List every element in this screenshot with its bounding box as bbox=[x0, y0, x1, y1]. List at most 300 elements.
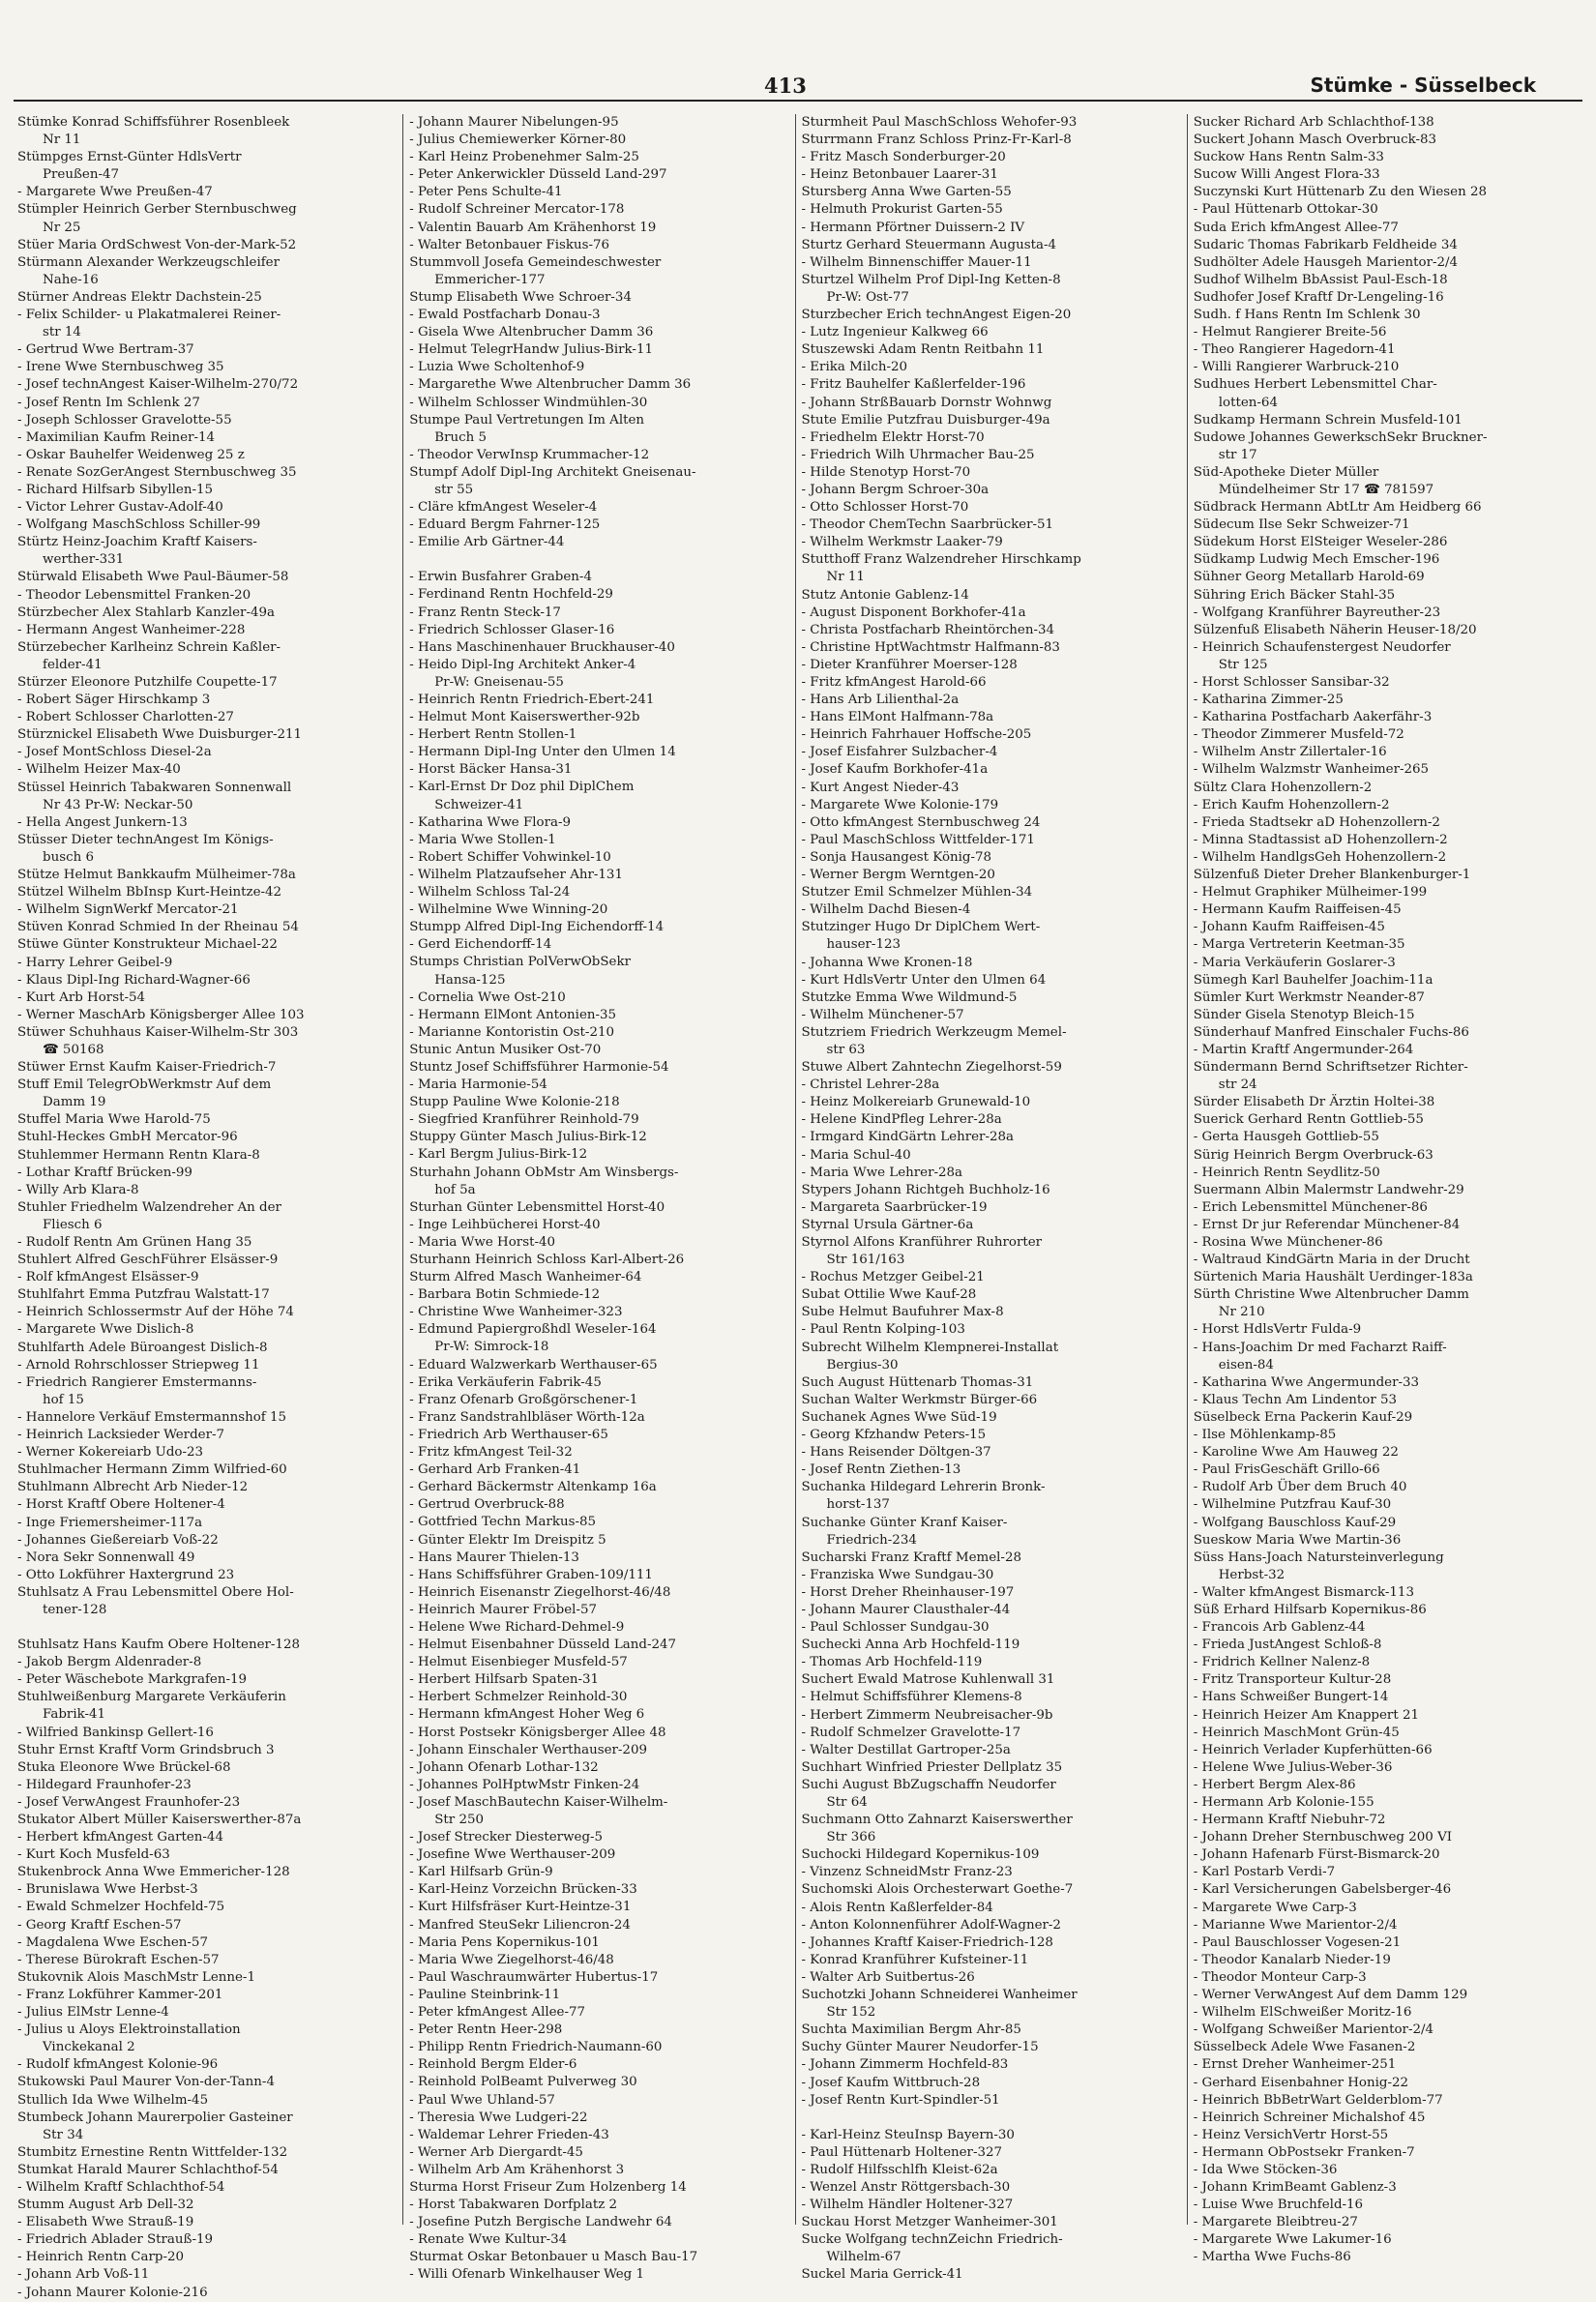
directory-entry: Pr-W: Simrock-18 bbox=[434, 1340, 549, 1355]
directory-entry: - Peter Ankerwickler Düsseld Land-297 bbox=[409, 167, 667, 183]
directory-entry: Stümpler Heinrich Gerber Sternbuschweg bbox=[17, 202, 297, 218]
directory-entry: - Theodor Monteur Carp-3 bbox=[1193, 1969, 1367, 1985]
directory-entry: - Horst Bäcker Hansa-31 bbox=[409, 762, 573, 778]
directory-entry: Sünderhauf Manfred Einschaler Fuchs-86 bbox=[1193, 1024, 1469, 1040]
directory-entry: Nahe-16 bbox=[43, 272, 99, 287]
directory-entry: - Kurt Angest Nieder-43 bbox=[801, 780, 960, 795]
directory-entry: Stürwald Elisabeth Wwe Paul-Bäumer-58 bbox=[17, 570, 289, 585]
directory-entry: Schweizer-41 bbox=[434, 797, 524, 812]
directory-entry: - Rudolf Schreiner Mercator-178 bbox=[409, 202, 625, 218]
directory-entry: Stüsser Dieter technAngest Im Königs- bbox=[17, 832, 274, 847]
directory-entry: Friedrich-234 bbox=[826, 1532, 917, 1548]
directory-entry: - Marga Vertreterin Keetman-35 bbox=[1193, 937, 1405, 953]
directory-entry: Herbst-32 bbox=[1218, 1567, 1286, 1582]
directory-entry: - Theresia Wwe Ludgeri-22 bbox=[409, 2110, 588, 2125]
directory-entry: str 63 bbox=[826, 1042, 866, 1057]
directory-entry: Sturtzel Wilhelm Prof Dipl-Ing Ketten-8 bbox=[801, 272, 1061, 287]
directory-entry: Sühring Erich Bäcker Stahl-35 bbox=[1193, 587, 1396, 603]
directory-entry: - Rudolf Schmelzer Gravelotte-17 bbox=[801, 1725, 1021, 1740]
directory-entry: Nr 25 bbox=[43, 220, 81, 235]
directory-entry: - Hans Reisender Döltgen-37 bbox=[801, 1445, 991, 1461]
directory-entry: - Heinrich BbBetrWart Gelderblom-77 bbox=[1193, 2092, 1443, 2108]
directory-entry: Suchotzki Johann Schneiderei Wanheimer bbox=[801, 1988, 1078, 2003]
directory-entry: - Hermann Pförtner Duissern-2 IV bbox=[801, 220, 1025, 235]
directory-entry: - Margarethe Wwe Altenbrucher Damm 36 bbox=[409, 377, 692, 393]
directory-entry: - Peter Rentn Heer-298 bbox=[409, 2022, 563, 2038]
directory-entry: - Karl-Ernst Dr Doz phil DiplChem bbox=[409, 780, 635, 795]
directory-entry: Sürig Heinrich Bergm Overbruck-63 bbox=[1193, 1147, 1433, 1163]
directory-entry: - Oskar Bauhelfer Weidenweg 25 z bbox=[17, 447, 245, 462]
directory-entry: - Josef Rentn Kurt-Spindler-51 bbox=[801, 2092, 1000, 2108]
directory-entry: - Josefine Wwe Werthauser-209 bbox=[409, 1847, 616, 1863]
directory-entry: - Johann StrßBauarb Dornstr Wohnwg bbox=[801, 395, 1052, 410]
directory-columns bbox=[15, 114, 1579, 2300]
directory-entry: Stuhlfarth Adele Büroangest Dislich-8 bbox=[17, 1340, 268, 1355]
directory-entry: - Katharina Postfacharb Aakerfähr-3 bbox=[1193, 710, 1433, 725]
directory-entry: Stuka Eleonore Wwe Brückel-68 bbox=[17, 1759, 231, 1775]
directory-entry: - Helmut Schiffsführer Klemens-8 bbox=[801, 1690, 1022, 1705]
directory-entry: Str 161/163 bbox=[826, 1253, 905, 1268]
directory-entry: Sülzenfuß Dieter Dreher Blankenburger-1 bbox=[1193, 868, 1471, 883]
directory-entry: - Cläre kfmAngest Weseler-4 bbox=[409, 500, 598, 516]
directory-entry: - Rochus Metzger Geibel-21 bbox=[801, 1270, 985, 1285]
directory-entry: - Paul Waschraumwärter Hubertus-17 bbox=[409, 1969, 659, 1985]
directory-entry: Sudkamp Hermann Schrein Musfeld-101 bbox=[1193, 412, 1463, 428]
directory-entry: hof 5a bbox=[434, 1182, 476, 1197]
directory-entry: Stutzriem Friedrich Werkzeugm Memel- bbox=[801, 1024, 1067, 1040]
directory-entry: - Walter Destillat Gartroper-25a bbox=[801, 1742, 1011, 1757]
directory-entry: - Werner Kokereiarb Udo-23 bbox=[17, 1445, 204, 1461]
directory-entry: Sturmheit Paul MaschSchloss Wehofer-93 bbox=[801, 115, 1078, 130]
directory-entry: - Heinrich Verlader Kupferhütten-66 bbox=[1193, 1742, 1433, 1757]
directory-entry: Stürner Andreas Elektr Dachstein-25 bbox=[17, 289, 262, 305]
directory-entry: - Karl Versicherungen Gabelsberger-46 bbox=[1193, 1882, 1452, 1898]
directory-entry: - Heinrich Rentn Friedrich-Ebert-241 bbox=[409, 693, 655, 707]
directory-entry: - Friedrich Schlosser Glaser-16 bbox=[409, 622, 615, 637]
directory-entry: Stuhlsatz Hans Kaufm Obere Holtener-128 bbox=[17, 1638, 300, 1653]
directory-entry: - Inge Leihbücherei Horst-40 bbox=[409, 1217, 601, 1232]
directory-entry: - Kurt Koch Musfeld-63 bbox=[17, 1847, 170, 1863]
directory-entry: - Hermann Angest Wanheimer-228 bbox=[17, 622, 246, 637]
directory-entry: - Heido Dipl-Ing Architekt Anker-4 bbox=[409, 657, 636, 672]
directory-entry: - Gertrud Wwe Bertram-37 bbox=[17, 342, 194, 358]
directory-entry: Nr 11 bbox=[43, 133, 81, 148]
directory-entry: Suchanke Günter Kranf Kaiser- bbox=[801, 1515, 1008, 1530]
directory-entry: - Heinrich Schreiner Michalshof 45 bbox=[1193, 2110, 1426, 2125]
directory-entry: - Johannes Gießereiarb Voß-22 bbox=[17, 1532, 219, 1548]
directory-entry: - Lutz Ingenieur Kalkweg 66 bbox=[801, 325, 989, 340]
directory-entry: - Hermann Dipl-Ing Unter den Ulmen 14 bbox=[409, 745, 676, 760]
directory-entry: Sturmat Oskar Betonbauer u Masch Bau-17 bbox=[409, 2250, 698, 2265]
directory-entry: Suda Erich kfmAngest Allee-77 bbox=[1193, 220, 1399, 235]
directory-entry: Stuhlert Alfred GeschFührer Elsässer-9 bbox=[17, 1253, 279, 1268]
directory-entry: - Fritz kfmAngest Teil-32 bbox=[409, 1445, 573, 1461]
directory-entry: - Ilse Möhlenkamp-85 bbox=[1193, 1428, 1337, 1443]
directory-entry: - Hermann Arb Kolonie-155 bbox=[1193, 1795, 1374, 1810]
directory-entry: - Walter kfmAngest Bismarck-113 bbox=[1193, 1584, 1414, 1600]
directory-entry: Sturhan Günter Lebensmittel Horst-40 bbox=[409, 1199, 665, 1215]
directory-entry: - Margareta Saarbrücker-19 bbox=[801, 1199, 988, 1215]
directory-entry: ☎ 50168 bbox=[43, 1042, 104, 1057]
directory-entry: - Maria Pens Kopernikus-101 bbox=[409, 1934, 600, 1950]
directory-entry: - Heinrich Rentn Carp-20 bbox=[17, 2250, 185, 2265]
directory-entry: Nr 210 bbox=[1218, 1305, 1265, 1320]
directory-entry: Süß Erhard Hilfsarb Kopernikus-86 bbox=[1193, 1602, 1427, 1617]
page-number: 413 bbox=[764, 74, 807, 98]
directory-entry: - Hans ElMont Halfmann-78a bbox=[801, 710, 994, 725]
directory-entry: - Marianne Wwe Marientor-2/4 bbox=[1193, 1917, 1398, 1933]
directory-entry: Sueskow Maria Wwe Martin-36 bbox=[1193, 1532, 1402, 1548]
directory-entry: - Friedhelm Elektr Horst-70 bbox=[801, 429, 985, 445]
directory-entry: - Friedrich Ablader Strauß-19 bbox=[17, 2232, 214, 2248]
directory-entry: - Franz Lokführer Kammer-201 bbox=[17, 1987, 223, 2002]
directory-entry: Stüer Maria OrdSchwest Von-der-Mark-52 bbox=[17, 237, 297, 252]
directory-entry: Stuszewski Adam Rentn Reitbahn 11 bbox=[801, 342, 1045, 358]
directory-entry: - Karl Postarb Verdi-7 bbox=[1193, 1865, 1336, 1880]
directory-entry: - Heinrich Maurer Fröbel-57 bbox=[409, 1602, 598, 1617]
directory-entry: werther-331 bbox=[43, 552, 125, 568]
directory-entry: - Hans Schweißer Bungert-14 bbox=[1193, 1690, 1389, 1705]
directory-entry: - Gisela Wwe Altenbrucher Damm 36 bbox=[409, 325, 654, 340]
directory-entry: - Josef Rentn Im Schlenk 27 bbox=[17, 395, 200, 410]
directory-entry: Stuff Emil TelegrObWerkmstr Auf dem bbox=[17, 1077, 272, 1093]
directory-entry: - Heinrich Fahrhauer Hoffsche-205 bbox=[801, 727, 1032, 743]
directory-entry: - Margarete Bleibtreu-27 bbox=[1193, 2215, 1358, 2230]
directory-entry: - Helene KindPfleg Lehrer-28a bbox=[801, 1112, 1002, 1128]
directory-entry: - Josef Rentn Ziethen-13 bbox=[801, 1462, 961, 1478]
directory-entry: Sürder Elisabeth Dr Ärztin Holtei-38 bbox=[1193, 1095, 1435, 1110]
directory-entry: - Josef Strecker Diesterweg-5 bbox=[409, 1830, 604, 1845]
directory-entry: - Ferdinand Rentn Hochfeld-29 bbox=[409, 587, 613, 603]
directory-entry: hauser-123 bbox=[826, 937, 901, 953]
directory-entry: Stuhlsatz A Frau Lebensmittel Obere Hol- bbox=[17, 1584, 294, 1600]
directory-entry: Sucke Wolfgang technZeichn Friedrich- bbox=[801, 2232, 1063, 2248]
directory-entry: Stuppy Günter Masch Julius-Birk-12 bbox=[409, 1130, 647, 1145]
directory-entry: Sürth Christine Wwe Altenbrucher Damm bbox=[1193, 1287, 1469, 1303]
directory-entry: Stukovnik Alois MaschMstr Lenne-1 bbox=[17, 1969, 255, 1985]
directory-entry: Süss Hans-Joach Natursteinverlegung bbox=[1193, 1549, 1444, 1565]
running-head: Stümke - Süsselbeck bbox=[1310, 74, 1536, 97]
directory-entry: - Maria Wwe Ziegelhorst-46/48 bbox=[409, 1952, 614, 1967]
directory-entry: - Paul Bauschlosser Vogesen-21 bbox=[1193, 1934, 1402, 1950]
directory-entry: - Rosina Wwe Münchener-86 bbox=[1193, 1235, 1383, 1250]
directory-entry: - Walter Betonbauer Fiskus-76 bbox=[409, 237, 610, 252]
directory-entry: - Wenzel Anstr Röttgersbach-30 bbox=[801, 2179, 1011, 2195]
directory-entry: - Edmund Papiergroßhdl Weseler-164 bbox=[409, 1322, 657, 1338]
directory-entry: Stutthoff Franz Walzendreher Hirschkamp bbox=[801, 552, 1081, 568]
directory-entry: - Dieter Kranführer Moerser-128 bbox=[801, 657, 1018, 672]
directory-entry: - Anton Kolonnenführer Adolf-Wagner-2 bbox=[801, 1917, 1061, 1933]
directory-entry: - Horst Schlosser Sansibar-32 bbox=[1193, 675, 1390, 690]
directory-entry: Emmericher-177 bbox=[434, 272, 546, 287]
directory-entry: - Karl Heinz Probenehmer Salm-25 bbox=[409, 150, 639, 165]
directory-entry: Suchocki Hildegard Kopernikus-109 bbox=[801, 1847, 1040, 1863]
directory-entry: - Nora Sekr Sonnenwall 49 bbox=[17, 1549, 195, 1565]
directory-entry: Stüven Konrad Schmied In der Rheinau 54 bbox=[17, 920, 299, 935]
directory-entry: - Karl Bergm Julius-Birk-12 bbox=[409, 1147, 588, 1163]
directory-entry: - Waltraud KindGärtn Maria in der Drucht bbox=[1193, 1253, 1470, 1268]
directory-entry: Stütze Helmut Bankkaufm Mülheimer-78a bbox=[17, 868, 296, 883]
directory-entry: - Gerhard Eisenbahner Honig-22 bbox=[1193, 2075, 1409, 2090]
directory-entry: - Theodor Zimmerer Musfeld-72 bbox=[1193, 727, 1404, 743]
directory-entry: Südecum Ilse Sekr Schweizer-71 bbox=[1193, 517, 1410, 533]
directory-entry: - Klaus Dipl-Ing Richard-Wagner-66 bbox=[17, 972, 251, 988]
directory-entry: - Elisabeth Wwe Strauß-19 bbox=[17, 2215, 194, 2230]
directory-entry: Stumpp Alfred Dipl-Ing Eichendorff-14 bbox=[409, 920, 665, 935]
directory-entry: Stuhl-Heckes GmbH Mercator-96 bbox=[17, 1130, 238, 1145]
directory-entry: - Heinrich Heizer Am Knappert 21 bbox=[1193, 1707, 1420, 1723]
directory-entry: - Pauline Steinbrink-11 bbox=[409, 1987, 561, 2002]
directory-entry: - Fridrich Kellner Nalenz-8 bbox=[1193, 1655, 1371, 1670]
directory-entry: - Wilhelm Händler Holtener-327 bbox=[801, 2198, 1014, 2213]
directory-entry: Suchecki Anna Arb Hochfeld-119 bbox=[801, 1638, 1020, 1653]
directory-entry: - Franziska Wwe Sundgau-30 bbox=[801, 1567, 994, 1582]
directory-entry: - Theodor ChemTechn Saarbrücker-51 bbox=[801, 517, 1054, 533]
directory-entry: - Alois Rentn Kaßlerfelder-84 bbox=[801, 1900, 993, 1915]
directory-entry: - Herbert Rentn Stollen-1 bbox=[409, 727, 577, 743]
directory-entry: Styrnal Ursula Gärtner-6a bbox=[801, 1217, 974, 1232]
directory-entry: - Harry Lehrer Geibel-9 bbox=[17, 955, 173, 970]
directory-entry: - Heinz Molkereiarb Grunewald-10 bbox=[801, 1095, 1031, 1110]
directory-entry bbox=[409, 551, 786, 569]
directory-entry: - Wilhelm Schloss Tal-24 bbox=[409, 885, 571, 900]
directory-entry: Nr 11 bbox=[826, 570, 865, 585]
directory-entry: - Eduard Bergm Fahrner-125 bbox=[409, 517, 601, 533]
directory-entry: - Wilhelm Schlosser Windmühlen-30 bbox=[409, 395, 648, 410]
directory-entry: - Wilfried Bankinsp Gellert-16 bbox=[17, 1725, 214, 1740]
directory-entry: Stümpges Ernst-Günter HdlsVertr bbox=[17, 150, 242, 165]
directory-entry: - Kurt Hilfsfräser Kurt-Heintze-31 bbox=[409, 1900, 632, 1915]
directory-entry: - Erika Verkäuferin Fabrik-45 bbox=[409, 1374, 602, 1390]
directory-entry: - Erich Lebensmittel Münchener-86 bbox=[1193, 1199, 1428, 1215]
directory-entry: - Eduard Walzwerkarb Werthauser-65 bbox=[409, 1357, 658, 1372]
directory-entry: - Horst HdlsVertr Fulda-9 bbox=[1193, 1322, 1362, 1338]
directory-entry: Suchert Ewald Matrose Kuhlenwall 31 bbox=[801, 1672, 1055, 1688]
directory-entry: - Frieda Stadtsekr aD Hohenzollern-2 bbox=[1193, 814, 1440, 830]
page-header bbox=[0, 70, 1596, 108]
directory-entry: - Günter Elektr Im Dreispitz 5 bbox=[409, 1532, 606, 1548]
directory-entry: - Heinrich Lacksieder Werder-7 bbox=[17, 1428, 225, 1443]
directory-entry: - Helmut TelegrHandw Julius-Birk-11 bbox=[409, 342, 653, 358]
directory-entry: Suchanek Agnes Wwe Süd-19 bbox=[801, 1409, 997, 1425]
directory-entry: - Heinrich Eisenanstr Ziegelhorst-46/48 bbox=[409, 1584, 671, 1600]
directory-entry: Stute Emilie Putzfrau Duisburger-49a bbox=[801, 412, 1050, 428]
directory-entry: - Johann Maurer Kolonie-216 bbox=[17, 2285, 208, 2300]
directory-entry: - Marianne Kontoristin Ost-210 bbox=[409, 1024, 615, 1040]
directory-entry: - Theodor Lebensmittel Franken-20 bbox=[17, 587, 251, 603]
directory-entry: felder-41 bbox=[43, 657, 103, 672]
directory-entry: - Hannelore Verkäuf Emstermannshof 15 bbox=[17, 1409, 287, 1425]
directory-entry: eisen-84 bbox=[1218, 1357, 1274, 1372]
directory-entry: - Hermann ObPostsekr Franken-7 bbox=[1193, 2144, 1415, 2160]
directory-entry: Bergius-30 bbox=[826, 1357, 899, 1372]
directory-entry: - Minna Stadtassist aD Hohenzollern-2 bbox=[1193, 832, 1448, 847]
directory-entry: - Hermann kfmAngest Hoher Weg 6 bbox=[409, 1707, 645, 1723]
directory-entry: Sündermann Bernd Schriftsetzer Richter- bbox=[1193, 1060, 1468, 1076]
directory-entry: Stüwe Günter Konstrukteur Michael-22 bbox=[17, 937, 278, 953]
directory-entry: str 17 bbox=[1218, 447, 1257, 462]
directory-entry: - Johann Zimmerm Hochfeld-83 bbox=[801, 2057, 1009, 2073]
directory-entry: - Maria Wwe Horst-40 bbox=[409, 1234, 556, 1250]
directory-entry: - Heinrich Schaufenstergest Neudorfer bbox=[1193, 639, 1451, 655]
directory-entry: Stürzebecher Karlheinz Schrein Kaßler- bbox=[17, 639, 281, 655]
directory-entry: Stüwer Ernst Kaufm Kaiser-Friedrich-7 bbox=[17, 1060, 277, 1076]
directory-entry: - Kurt HdlsVertr Unter den Ulmen 64 bbox=[801, 972, 1047, 988]
directory-entry: Suckel Maria Gerrick-41 bbox=[801, 2267, 963, 2283]
directory-entry: Stukator Albert Müller Kaiserswerther-87a bbox=[17, 1813, 302, 1827]
directory-entry: Stullich Ida Wwe Wilhelm-45 bbox=[17, 2092, 209, 2108]
directory-entry: - Therese Bürokraft Eschen-57 bbox=[17, 1952, 220, 1967]
directory-entry: Stummvoll Josefa Gemeindeschwester bbox=[409, 254, 662, 270]
directory-entry: - Hella Angest Junkern-13 bbox=[17, 814, 188, 830]
directory-entry: Stuhlfahrt Emma Putzfrau Walstatt-17 bbox=[17, 1287, 270, 1303]
directory-entry: - Karl-Heinz Vorzeichn Brücken-33 bbox=[409, 1882, 637, 1898]
directory-entry: - Fritz kfmAngest Harold-66 bbox=[801, 675, 987, 690]
directory-entry: Sülzenfuß Elisabeth Näherin Heuser-18/20 bbox=[1193, 622, 1477, 637]
directory-entry: Stürznickel Elisabeth Wwe Duisburger-211 bbox=[17, 727, 303, 743]
directory-entry: - Hermann Kraftf Niebuhr-72 bbox=[1193, 1813, 1386, 1828]
directory-entry: - Wilhelm Heizer Max-40 bbox=[17, 762, 181, 778]
directory-entry: Nr 43 Pr-W: Neckar-50 bbox=[43, 797, 193, 812]
directory-entry: Stump Elisabeth Wwe Schroer-34 bbox=[409, 289, 632, 305]
directory-entry: - Helmut Eisenbieger Musfeld-57 bbox=[409, 1655, 628, 1670]
directory-entry: Sudh. f Hans Rentn Im Schlenk 30 bbox=[1193, 308, 1421, 323]
directory-entry: - Robert Säger Hirschkamp 3 bbox=[17, 693, 211, 708]
directory-entry: - Julius u Aloys Elektroinstallation bbox=[17, 2022, 241, 2038]
directory-entry: Sudhofer Josef Kraftf Dr-Lengeling-16 bbox=[1193, 289, 1444, 305]
directory-entry: - Maria Verkäuferin Goslarer-3 bbox=[1193, 955, 1396, 970]
directory-entry: - Paul MaschSchloss Wittfelder-171 bbox=[801, 832, 1035, 847]
directory-entry: - Maria Harmonie-54 bbox=[409, 1077, 547, 1093]
directory-entry: - Ernst Dr jur Referendar Münchener-84 bbox=[1193, 1217, 1461, 1232]
directory-entry: - Margarete Wwe Preußen-47 bbox=[17, 185, 213, 200]
directory-entry: - Wilhelm Dachd Biesen-4 bbox=[801, 902, 971, 918]
directory-entry: - Werner MaschArb Königsberger Allee 103 bbox=[17, 1007, 305, 1022]
directory-entry: Sucker Richard Arb Schlachthof-138 bbox=[1193, 115, 1434, 130]
directory-entry: - Wilhelm HandlgsGeh Hohenzollern-2 bbox=[1193, 849, 1447, 865]
directory-entry: - Martha Wwe Fuchs-86 bbox=[1193, 2250, 1351, 2265]
directory-entry: - Irene Wwe Sternbuschweg 35 bbox=[17, 360, 224, 375]
directory-entry: Stürtz Heinz-Joachim Kraftf Kaisers- bbox=[17, 535, 257, 550]
directory-entry: - Wolfgang Schweißer Marientor-2/4 bbox=[1193, 2022, 1434, 2038]
directory-entry: - Jakob Bergm Aldenrader-8 bbox=[17, 1655, 202, 1670]
directory-entry: - Helene Wwe Julius-Weber-36 bbox=[1193, 1759, 1393, 1775]
directory-entry: Süd-Apotheke Dieter Müller bbox=[1193, 464, 1379, 480]
directory-entry: Fliesch 6 bbox=[43, 1217, 103, 1232]
directory-entry: - Valentin Bauarb Am Krähenhorst 19 bbox=[409, 220, 657, 235]
directory-entry: - Franz Rentn Steck-17 bbox=[409, 605, 561, 620]
directory-entry: - Christa Postfacharb Rheintörchen-34 bbox=[801, 622, 1055, 637]
directory-entry: - Johann KrimBeamt Gablenz-3 bbox=[1193, 2180, 1397, 2196]
directory-entry: Str 34 bbox=[43, 2127, 84, 2142]
directory-entry: - Heinrich MaschMont Grün-45 bbox=[1193, 1725, 1400, 1740]
directory-entry: - Wolfgang Bauschloss Kauf-29 bbox=[1193, 1515, 1397, 1530]
directory-entry: - Maria Wwe Lehrer-28a bbox=[801, 1165, 963, 1180]
directory-entry: - Rudolf Arb Über dem Bruch 40 bbox=[1193, 1480, 1407, 1495]
directory-entry: Sültz Clara Hohenzollern-2 bbox=[1193, 780, 1373, 795]
directory-entry: - Peter kfmAngest Allee-77 bbox=[409, 2005, 586, 2021]
directory-entry: - Johann Kaufm Raiffeisen-45 bbox=[1193, 920, 1385, 935]
directory-entry: Mündelheimer Str 17 ☎ 781597 bbox=[1218, 482, 1434, 497]
directory-entry: - Renate SozGerAngest Sternbuschweg 35 bbox=[17, 464, 297, 480]
directory-entry: - Ewald Postfacharb Donau-3 bbox=[409, 308, 601, 323]
directory-entry: - Konrad Kranführer Kufsteiner-11 bbox=[801, 1952, 1029, 1967]
directory-entry: - Fritz Masch Sonderburger-20 bbox=[801, 150, 1006, 165]
directory-entry: Suchomski Alois Orchesterwart Goethe-7 bbox=[801, 1882, 1074, 1898]
directory-entry: Str 152 bbox=[826, 2005, 876, 2021]
directory-entry: Stüwer Schuhhaus Kaiser-Wilhelm-Str 303 bbox=[17, 1024, 299, 1040]
directory-entry: - Margarete Wwe Lakumer-16 bbox=[1193, 2232, 1392, 2248]
directory-entry: - Johannes Kraftf Kaiser-Friedrich-128 bbox=[801, 1934, 1053, 1950]
directory-entry: - Johann Maurer Nibelungen-95 bbox=[409, 115, 619, 130]
directory-column-1 bbox=[15, 114, 402, 2300]
directory-entry: Suckow Hans Rentn Salm-33 bbox=[1193, 150, 1384, 165]
directory-entry: Suchmann Otto Zahnarzt Kaiserswerther bbox=[801, 1813, 1073, 1828]
directory-entry: - Josef Kaufm Borkhofer-41a bbox=[801, 762, 989, 778]
directory-entry: - Paul Wwe Uhland-57 bbox=[409, 2092, 555, 2108]
directory-entry: - Ernst Dreher Wanheimer-251 bbox=[1193, 2057, 1397, 2073]
directory-entry: - Hans Maurer Thielen-13 bbox=[409, 1549, 579, 1565]
directory-entry: Stumbitz Ernestine Rentn Wittfelder-132 bbox=[17, 2144, 288, 2160]
directory-column-2 bbox=[402, 114, 794, 2283]
directory-entry: - Friedrich Arb Werthauser-65 bbox=[409, 1427, 608, 1442]
directory-entry: - Barbara Botin Schmiede-12 bbox=[409, 1287, 601, 1303]
directory-entry: Fabrik-41 bbox=[43, 1707, 106, 1723]
directory-entry: - Hans Maschinenhauer Bruckhauser-40 bbox=[409, 639, 675, 655]
directory-entry: - Helmut Graphiker Mülheimer-199 bbox=[1193, 885, 1428, 900]
directory-entry: - Inge Friemersheimer-117a bbox=[17, 1515, 203, 1530]
directory-entry: Sturhahn Johann ObMstr Am Winsbergs- bbox=[409, 1165, 679, 1180]
directory-entry: - Johanna Wwe Kronen-18 bbox=[801, 955, 973, 970]
directory-entry: - Hans Arb Lilienthal-2a bbox=[801, 693, 960, 708]
directory-entry: - Arnold Rohrschlosser Striepweg 11 bbox=[17, 1357, 260, 1372]
directory-entry: - Wilhelm Anstr Zillertaler-16 bbox=[1193, 745, 1387, 760]
directory-entry: - Luzia Wwe Scholtenhof-9 bbox=[409, 360, 585, 375]
directory-entry: - Horst Tabakwaren Dorfplatz 2 bbox=[409, 2198, 618, 2213]
directory-entry: - Johann Hafenarb Fürst-Bismarck-20 bbox=[1193, 1847, 1440, 1863]
directory-entry: Sturm Alfred Masch Wanheimer-64 bbox=[409, 1270, 642, 1285]
directory-entry: horst-137 bbox=[826, 1497, 890, 1513]
directory-entry: Stumbeck Johann Maurerpolier Gasteiner bbox=[17, 2110, 293, 2125]
directory-entry: Str 250 bbox=[434, 1813, 485, 1827]
directory-entry: Stümke Konrad Schiffsführer Rosenbleek bbox=[17, 115, 290, 130]
directory-entry: - Herbert Zimmerm Neubreisacher-9b bbox=[801, 1707, 1053, 1723]
directory-entry: Bruch 5 bbox=[434, 429, 488, 445]
directory-entry: - Theo Rangierer Hagedorn-41 bbox=[1193, 342, 1396, 358]
directory-entry: - Wilhelm Arb Am Krähenhorst 3 bbox=[409, 2162, 625, 2177]
directory-entry: Str 366 bbox=[826, 1830, 876, 1845]
directory-entry: - Gottfried Techn Markus-85 bbox=[409, 1515, 597, 1530]
directory-entry: - Christine HptWachtmstr Halfmann-83 bbox=[801, 639, 1060, 655]
directory-entry: - Otto Lokführer Haxtergrund 23 bbox=[17, 1567, 235, 1582]
directory-entry: Stupp Pauline Wwe Kolonie-218 bbox=[409, 1095, 620, 1110]
directory-entry: Sudhölter Adele Hausgeh Marientor-2/4 bbox=[1193, 254, 1459, 270]
directory-entry: - Emilie Arb Gärtner-44 bbox=[409, 535, 565, 550]
directory-entry: - Cornelia Wwe Ost-210 bbox=[409, 989, 566, 1005]
directory-entry: - Heinz Betonbauer Laarer-31 bbox=[801, 167, 998, 183]
directory-entry: Subrecht Wilhelm Klempnerei-Installat bbox=[801, 1340, 1059, 1355]
directory-entry: Stunic Antun Musiker Ost-70 bbox=[409, 1042, 602, 1057]
directory-entry: - Lothar Kraftf Brücken-99 bbox=[17, 1165, 192, 1180]
directory-entry: - Wilhelm Kraftf Schlachthof-54 bbox=[17, 2179, 225, 2195]
directory-entry: Stüssel Heinrich Tabakwaren Sonnenwall bbox=[17, 780, 292, 795]
directory-column-3 bbox=[795, 114, 1187, 2283]
directory-entry: - Paul Schlosser Sundgau-30 bbox=[801, 1620, 990, 1636]
directory-entry: - Gerta Hausgeh Gottlieb-55 bbox=[1193, 1130, 1379, 1145]
directory-entry: - Kurt Arb Horst-54 bbox=[17, 989, 146, 1005]
directory-entry: - Ewald Schmelzer Hochfeld-75 bbox=[17, 1900, 225, 1915]
directory-entry: - Richard Hilfsarb Sibyllen-15 bbox=[17, 482, 214, 497]
